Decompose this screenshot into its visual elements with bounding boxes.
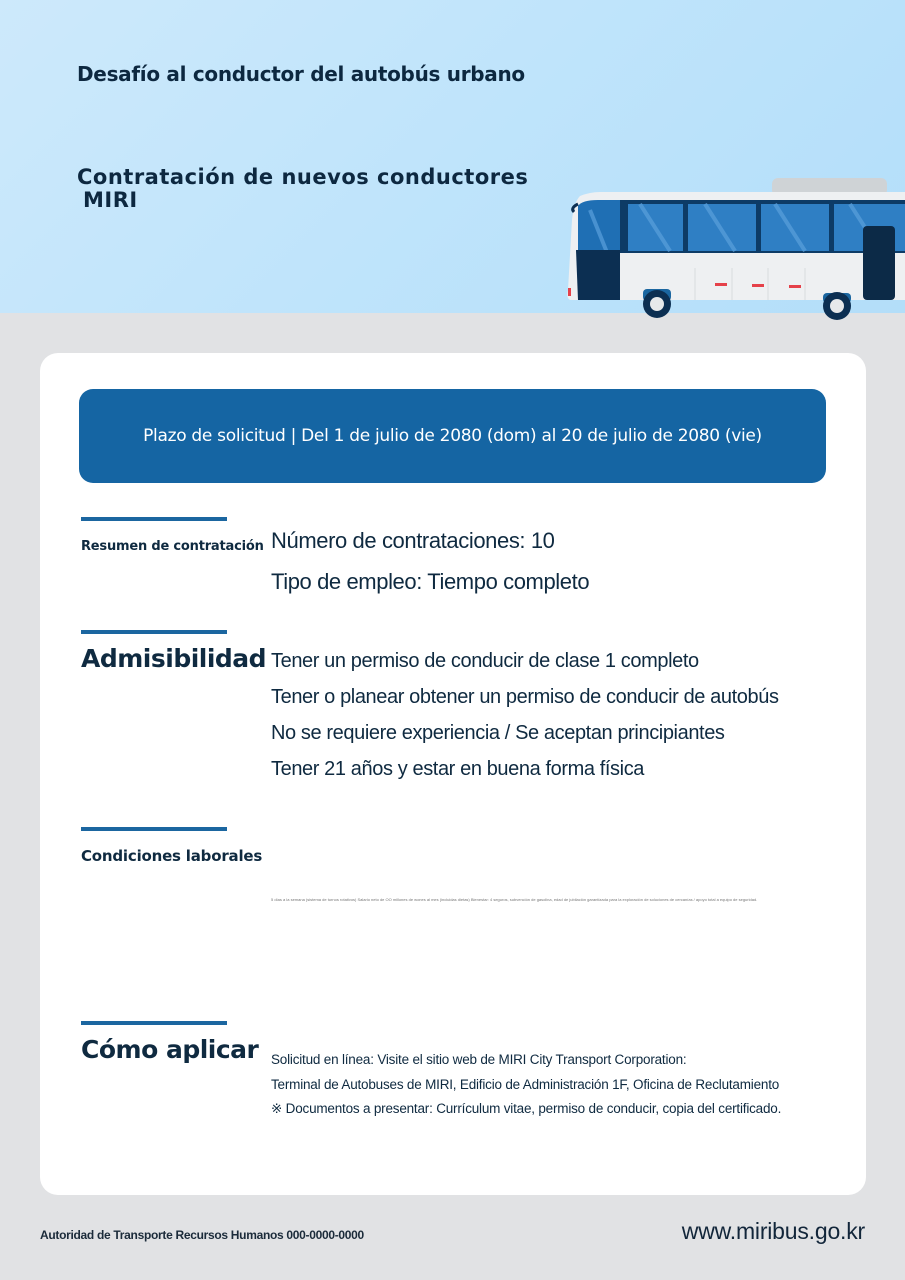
hero-subtitle: Desafío al conductor del autobús urbano: [77, 62, 525, 86]
section-eligibility: [81, 630, 266, 673]
list-item: No se requiere experiencia / Se aceptan principiantes: [271, 722, 725, 744]
hero-title-line1: Contratación de nuevos conductores: [77, 165, 529, 189]
section-divider: [81, 630, 227, 634]
summary-list: [271, 520, 589, 602]
list-item: Solicitud en línea: Visite el sitio web de MIRI City Transport Corporation:: [271, 1052, 687, 1067]
list-item: Tener o planear obtener un permiso de conducir de autobús: [271, 686, 779, 708]
list-item: Tener un permiso de conducir de clase 1 completo: [271, 650, 699, 672]
list-item: Tener 21 años y estar en buena forma física: [271, 758, 645, 780]
footer-website-link[interactable]: www.miribus.go.kr: [681, 1218, 865, 1244]
section-label-apply: Cómo aplicar: [81, 1035, 259, 1064]
hero-title: [77, 166, 557, 212]
info-card: [40, 353, 866, 1195]
bus-illustration: [560, 170, 905, 325]
hero-banner: [0, 0, 905, 313]
list-item: 5 días a la semana (sistema de turnos rotativos) Salario neto de OO millones de wones al mes (incluidas dietas) Bienestar: 4 seguros, subvención de gasolina, edad de jubilación garantizada para la exploración de soluciones de cercanías / apoyo total a equipo de seguridad.: [271, 897, 758, 902]
section-label-conditions: Condiciones laborales: [81, 847, 263, 865]
hero-title-line2: MIRI: [83, 188, 138, 212]
section-apply: [81, 1021, 258, 1064]
section-conditions: [81, 827, 262, 865]
list-item: Tipo de empleo: Tiempo completo: [271, 569, 590, 594]
application-deadline-banner: Plazo de solicitud | Del 1 de julio de 2080 (dom) al 20 de julio de 2080 (vie): [79, 389, 826, 483]
conditions-list: [271, 897, 757, 903]
section-summary: [81, 517, 264, 554]
list-item: ※ Documentos a presentar: Currículum vitae, permiso de conducir, copia del certificado.: [271, 1101, 782, 1116]
apply-list: [271, 1048, 781, 1122]
footer-contact: Autoridad de Transporte Recursos Humanos 000-0000-0000: [40, 1228, 364, 1242]
section-label-eligibility: Admisibilidad: [81, 644, 267, 673]
eligibility-list: [271, 643, 779, 787]
section-label-summary: Resumen de contratación: [81, 539, 264, 554]
section-divider: [81, 517, 227, 521]
section-divider: [81, 1021, 227, 1025]
section-divider: [81, 827, 227, 831]
list-item: Número de contrataciones: 10: [271, 528, 555, 553]
list-item: Terminal de Autobuses de MIRI, Edificio de Administración 1F, Oficina de Reclutamiento: [271, 1076, 780, 1092]
